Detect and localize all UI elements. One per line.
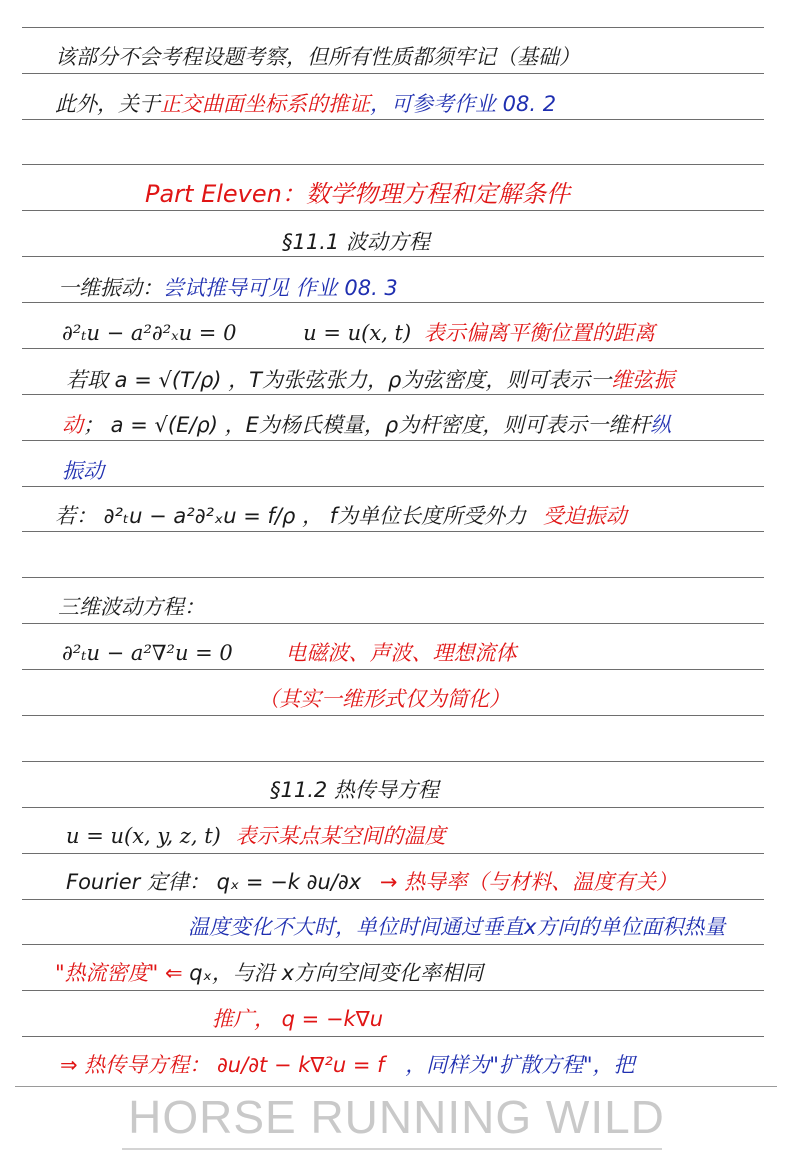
ruled-line xyxy=(22,944,764,945)
reference-text: 尝试推导可见 作业 08. 3 xyxy=(163,276,398,300)
note-text: 此外，关于 xyxy=(55,92,160,116)
ruled-line xyxy=(22,1036,764,1037)
note-line-generalization xyxy=(212,1006,383,1032)
ruled-line xyxy=(22,119,764,120)
note-line-reference xyxy=(55,91,556,117)
ruled-line xyxy=(22,623,764,624)
ruled-line xyxy=(22,669,764,670)
note-text: 若： ∂²ₜu − a²∂²ₓu = f/ρ ， f为单位长度所受外力 xyxy=(55,504,527,528)
highlight-text: 正交曲面坐标系的推证 xyxy=(160,92,370,116)
blue-text: 纵 xyxy=(650,413,672,437)
highlight-text: （其实一维形式仅为简化） xyxy=(258,687,510,711)
part-heading xyxy=(145,181,570,207)
highlight-text: 电磁波、声波、理想流体 xyxy=(285,641,517,665)
ruled-line xyxy=(22,990,764,991)
highlight-text: → 热导率（与材料、温度有关） xyxy=(379,870,678,894)
ruled-line xyxy=(22,302,764,303)
section-title-heat xyxy=(270,777,439,803)
ruled-line xyxy=(22,807,764,808)
reference-text: ，可参考作业 08. 2 xyxy=(370,92,557,116)
equation-text: ∂²ₜu − a²∂²ₓu = 0 xyxy=(62,321,237,345)
highlight-text: 推广， q = −k∇u xyxy=(212,1007,384,1031)
section-label: §11.1 波动方程 xyxy=(282,230,430,254)
note-line-properties xyxy=(55,44,580,70)
ruled-line xyxy=(22,348,764,349)
highlight-text: 维弦振 xyxy=(611,368,675,392)
ruled-line xyxy=(22,577,764,578)
ruled-line xyxy=(22,899,764,900)
highlight-text: 表示某点某空间的温度 xyxy=(235,824,446,848)
note-line-3d xyxy=(58,594,205,620)
note-text: 该部分不会考程设题考察，但所有性质都须牢记（基础） xyxy=(55,45,580,69)
highlight-text: "热流密度" ⇐ xyxy=(55,961,190,985)
note-text: 一维振动： xyxy=(58,276,163,300)
equation-3d-wave xyxy=(62,640,516,666)
note-text: 三维波动方程： xyxy=(58,595,205,619)
watermark-underline xyxy=(122,1148,662,1150)
ruled-line xyxy=(22,853,764,854)
ruled-line xyxy=(22,715,764,716)
ruled-line xyxy=(22,256,764,257)
ruled-line xyxy=(22,27,764,28)
watermark: HORSE RUNNING WILD xyxy=(128,1091,665,1143)
equation-heat xyxy=(60,1052,635,1078)
note-text: 若取 a = √(T/ρ) ，T为张弦张力，ρ为弦密度，则可表示一 xyxy=(66,368,612,392)
highlight-text: 表示偏离平衡位置的距离 xyxy=(423,321,655,345)
note-line-rod xyxy=(62,412,671,438)
note-line-forced xyxy=(55,503,627,529)
highlight-text: 受迫振动 xyxy=(542,504,627,528)
section-label: §11.2 热传导方程 xyxy=(270,778,439,802)
section-title-wave xyxy=(282,229,430,255)
part-label: Part Eleven： xyxy=(145,180,306,208)
ruled-line xyxy=(22,210,764,211)
blue-text: ，同样为"扩散方程"，把 xyxy=(405,1053,635,1077)
note-line-flux-density xyxy=(55,960,483,986)
equation-text: u = u(x, t) xyxy=(303,321,412,345)
note-line-1d xyxy=(58,275,398,301)
equation-1d-wave xyxy=(62,320,655,346)
ruled-line xyxy=(22,761,764,762)
note-line-temperature-field xyxy=(66,823,446,849)
note-3d-simplification xyxy=(258,686,510,712)
note-text: qₓ，与沿 x方向空间变化率相同 xyxy=(189,961,484,985)
highlight-text: 动 xyxy=(62,413,83,437)
blue-text: 振动 xyxy=(62,459,104,483)
page-bottom-divider xyxy=(15,1086,777,1087)
ruled-line xyxy=(22,531,764,532)
ruled-line xyxy=(22,73,764,74)
equation-text: Fourier 定律： qₓ = −k ∂u/∂x xyxy=(66,870,362,894)
note-line-heat-flux-def xyxy=(188,914,725,940)
note-line-string xyxy=(66,367,674,393)
ruled-line xyxy=(22,486,764,487)
equation-text: ∂²ₜu − a²∇²u = 0 xyxy=(62,641,233,665)
ruled-line xyxy=(22,394,764,395)
note-line-fourier xyxy=(66,869,677,895)
ruled-line xyxy=(22,164,764,165)
ruled-line xyxy=(22,440,764,441)
part-title: 数学物理方程和定解条件 xyxy=(305,180,570,208)
note-line-rod-continued xyxy=(62,458,104,484)
highlight-text: ⇒ 热传导方程： ∂u/∂t − k∇²u = f xyxy=(60,1053,385,1077)
note-text: ； a = √(E/ρ) ，E为杨氏模量，ρ为杆密度，则可表示一维杆 xyxy=(83,413,651,437)
blue-text: 温度变化不大时，单位时间通过垂直x方向的单位面积热量 xyxy=(188,915,726,939)
equation-text: u = u(x, y, z, t) xyxy=(66,824,221,848)
